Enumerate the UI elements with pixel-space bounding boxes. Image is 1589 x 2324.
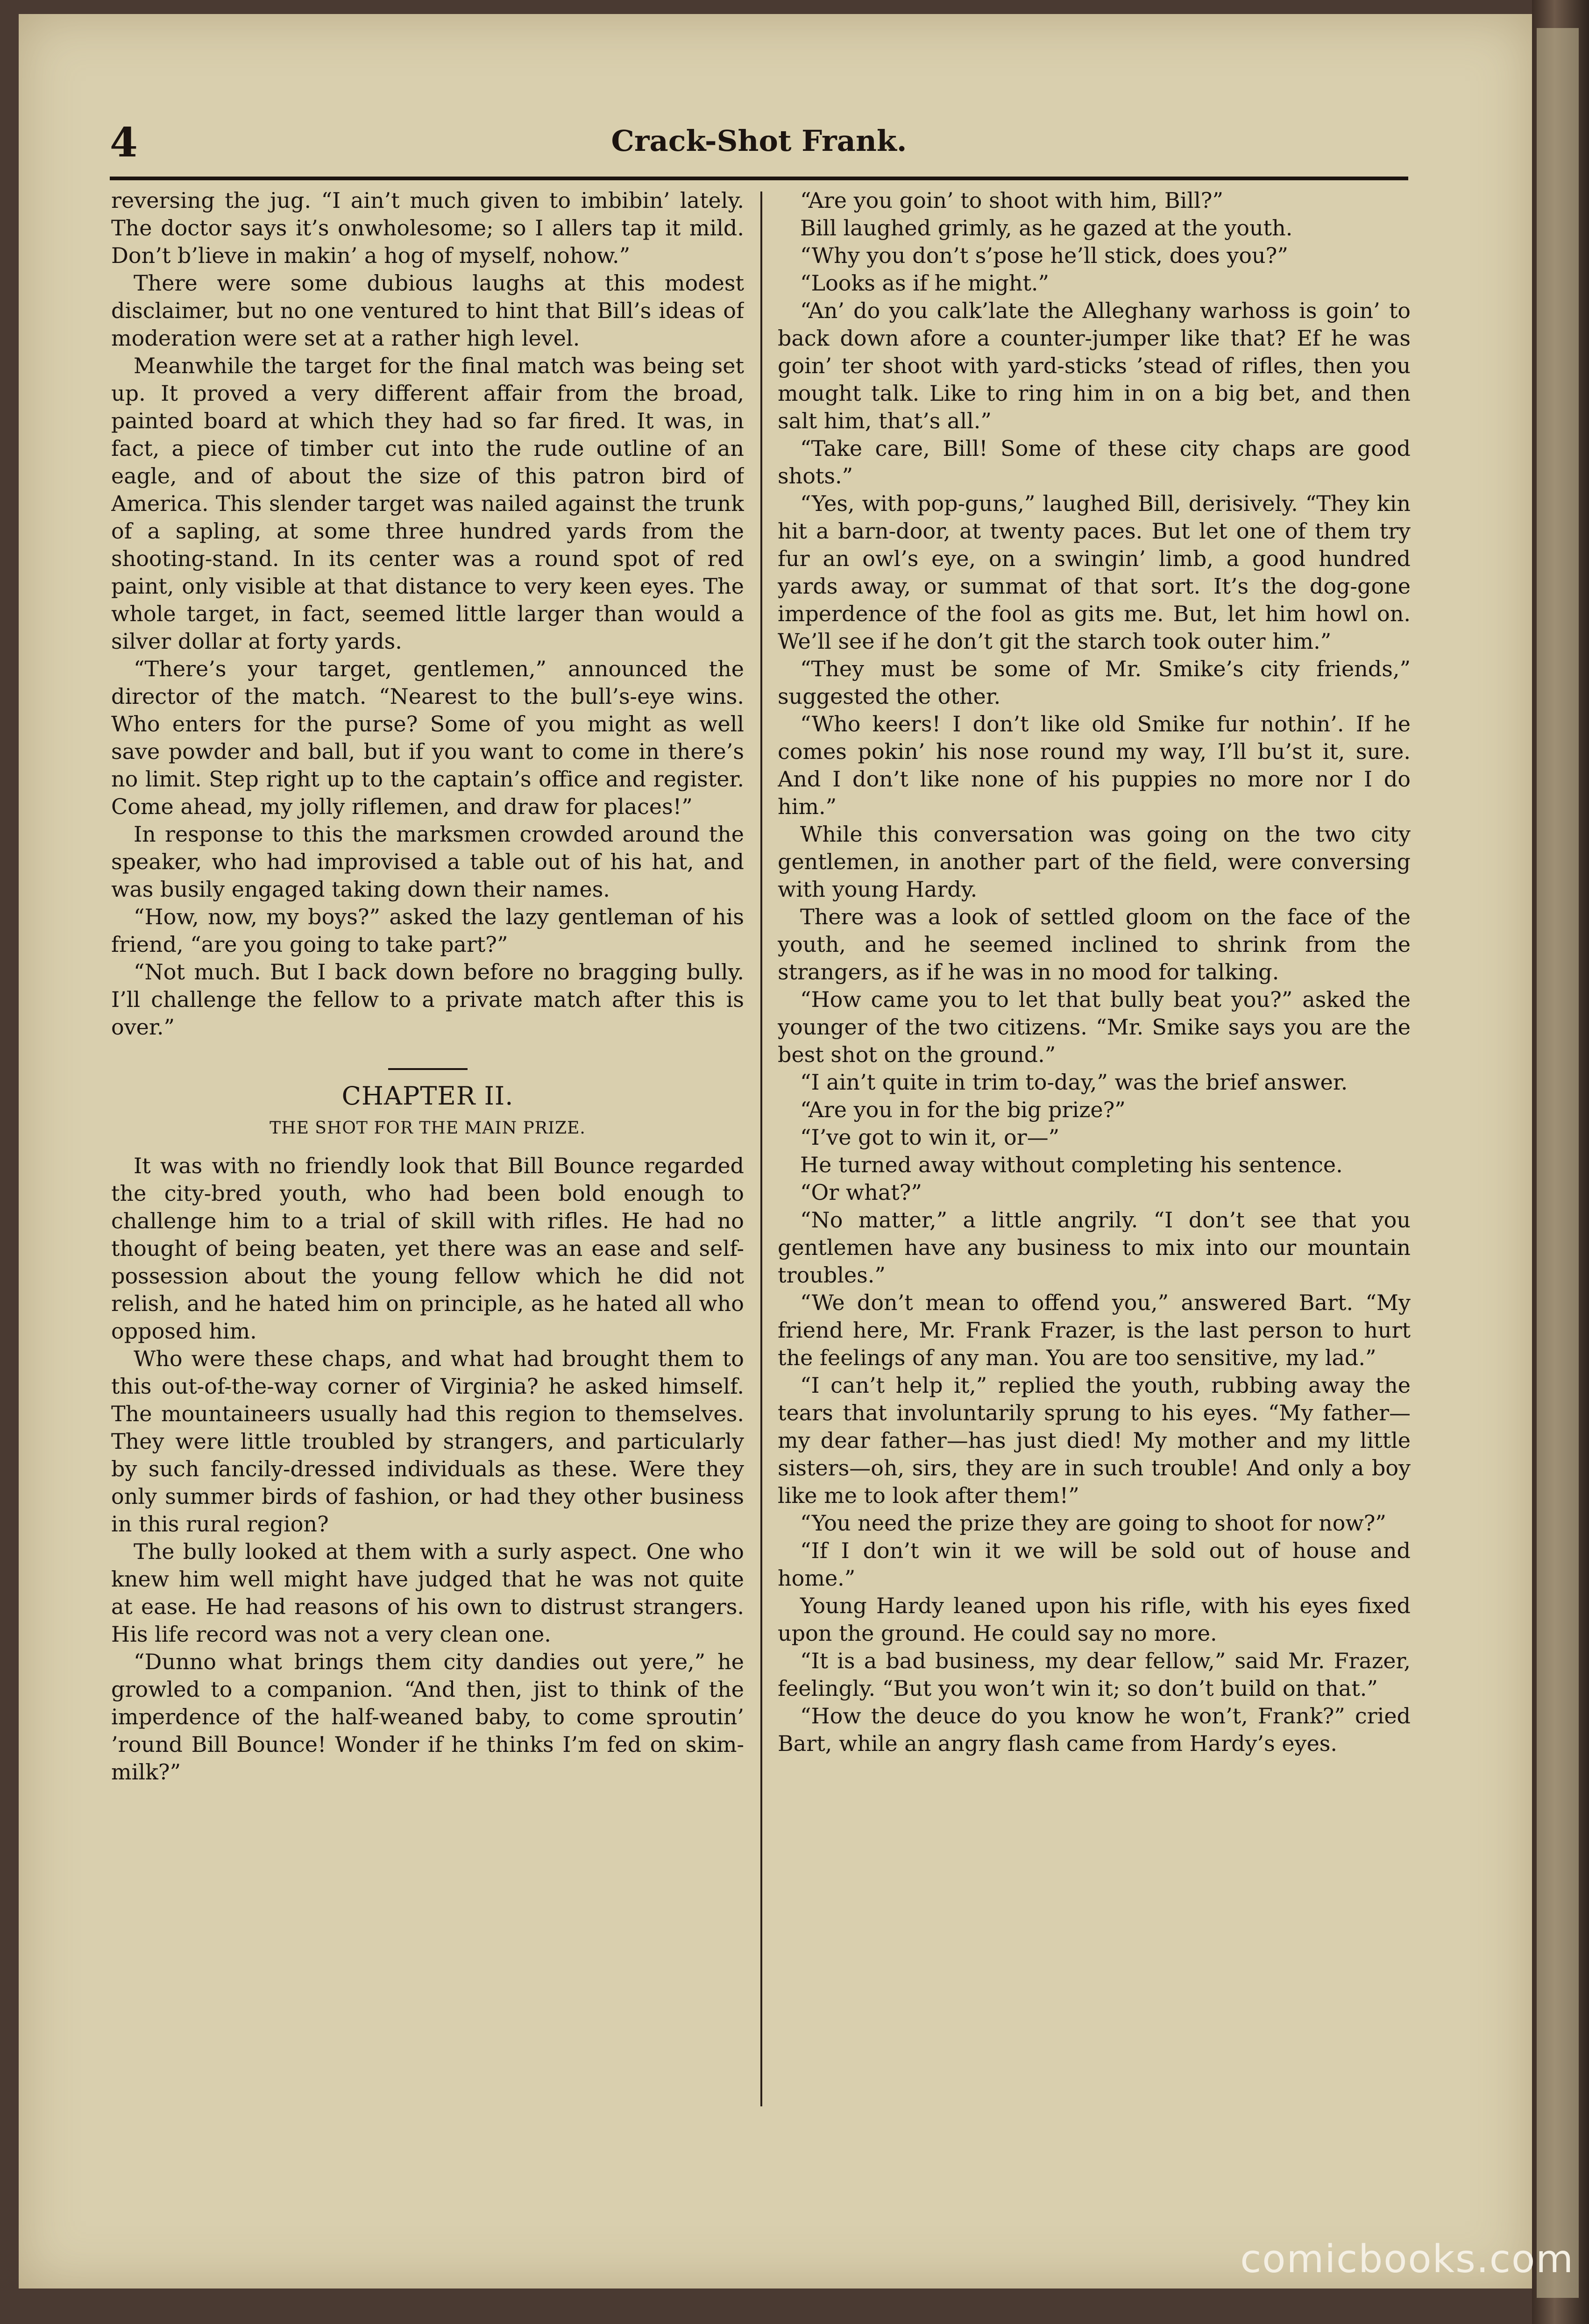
paragraph: “Not much. But I back down before no bragging bully. I’ll challenge the fellow to a private match after this is over.”: [111, 959, 744, 1040]
paragraph: “There’s your target, gentlemen,” announced the director of the match. “Nearest to the bull’s-eye wins. Who enters for the purse? Some of you might as well save powder and ball, but if you want to come in there’s no limit. Step right up to the captain’s office and register. Come ahead, my jolly riflemen, and draw for places!”: [111, 656, 744, 819]
paragraph: It was with no friendly look that Bill Bounce regarded the city-bred youth, who had been bold enough to challenge him to a trial of skill with rifles. He had no thought of being beaten, yet there was an ease and self-possession about the young fellow which he did not relish, and he hated him on principle, as he hated all who opposed him.: [111, 1153, 744, 1344]
left-column: [111, 187, 744, 2251]
paragraph: “How came you to let that bully beat you?” asked the younger of the two citizens. “Mr. Smike says you are the best shot on the ground.”: [778, 987, 1411, 1067]
paragraph: “Dunno what brings them city dandies out yere,” he growled to a companion. “And then, jist to think of the imperdence of the half-weaned baby, to come sproutin’ ’round Bill Bounce! Wonder if he thinks I’m fed on skim-milk?”: [111, 1649, 744, 1785]
paragraph: “Or what?”: [800, 1180, 922, 1205]
paragraph: “I’ve got to win it, or—”: [800, 1125, 1060, 1150]
paragraph: There was a look of settled gloom on the face of the youth, and he seemed inclined to shrink from the strangers, as if he was in no mood for talking.: [778, 904, 1411, 985]
page-header: [110, 119, 1408, 180]
chapter-rule: [388, 1068, 468, 1070]
paragraph: “I can’t help it,” replied the youth, rubbing away the tears that involuntarily sprung to his eyes. “My father—my dear father—has just died! My mother and my little sisters—oh, sirs, they are in such trouble! And only a boy like me to look after them!”: [778, 1373, 1411, 1508]
paragraph: “If I don’t win it we will be sold out of house and home.”: [778, 1538, 1411, 1591]
paragraph: Bill laughed grimly, as he gazed at the youth.: [800, 215, 1293, 241]
paragraph: There were some dubious laughs at this modest disclaimer, but no one ventured to hint that Bill’s ideas of moderation were set at a rather high level.: [111, 270, 744, 351]
paragraph: “How the deuce do you know he won’t, Frank?” cried Bart, while an angry flash came from Hardy’s eyes.: [778, 1703, 1411, 1756]
paragraph: “You need the prize they are going to shoot for now?”: [800, 1510, 1386, 1536]
paragraph: “Who keers! I don’t like old Smike fur nothin’. If he comes pokin’ his nose round my way, I’ll bu’st it, sure. And I don’t like none of his puppies no more nor I do him.”: [778, 711, 1411, 819]
paragraph: “Yes, with pop-guns,” laughed Bill, derisively. “They kin hit a barn-door, at twenty paces. But let one of them try fur an owl’s eye, on a swingin’ limb, a good hundred yards away, or summat of that sort. It’s the dog-gone imperdence of the fool as gits me. But, let him howl on. We’ll see if he don’t git the starch took outer him.”: [778, 491, 1411, 654]
paragraph: “It is a bad business, my dear fellow,” said Mr. Frazer, feelingly. “But you won’t win it; so don’t build on that.”: [778, 1648, 1411, 1701]
running-title: Crack-Shot Frank.: [611, 124, 907, 158]
page-edge: [1537, 28, 1579, 2298]
paragraph: “Why you don’t s’pose he’ll stick, does you?”: [800, 243, 1288, 268]
header-rule: [110, 177, 1408, 180]
page-number: 4: [110, 119, 138, 166]
right-column: [778, 187, 1411, 2251]
chapter-subtitle: THE SHOT FOR THE MAIN PRIZE.: [270, 1119, 586, 1138]
paragraph: “We don’t mean to offend you,” answered Bart. “My friend here, Mr. Frank Frazer, is the last person to hurt the feelings of any man. You are too sensitive, my lad.”: [778, 1290, 1411, 1370]
watermark: comicbooks.com: [1240, 2237, 1574, 2281]
paragraph: Young Hardy leaned upon his rifle, with his eyes fixed upon the ground. He could say no more.: [778, 1593, 1411, 1646]
chapter-title: CHAPTER II.: [341, 1081, 514, 1111]
paragraph: “Are you in for the big prize?”: [800, 1097, 1126, 1122]
paragraph: “No matter,” a little angrily. “I don’t see that you gentlemen have any business to mix into our mountain troubles.”: [778, 1207, 1411, 1288]
paragraph: “They must be some of Mr. Smike’s city friends,” suggested the other.: [778, 656, 1411, 709]
paragraph: “Looks as if he might.”: [800, 270, 1050, 296]
paragraph: “How, now, my boys?” asked the lazy gentleman of his friend, “are you going to take part?”: [111, 904, 744, 957]
paragraph: “Take care, Bill! Some of these city chaps are good shots.”: [778, 436, 1411, 489]
paragraph: Who were these chaps, and what had brought them to this out-of-the-way corner of Virginia? he asked himself. The mountaineers usually had this region to themselves. They were little troubled by strangers, and particularly by such fancily-dressed individuals as these. Were they only summer birds of fashion, or had they other business in this rural region?: [111, 1346, 744, 1537]
paragraph: The bully looked at them with a surly aspect. One who knew him well might have judged that he was not quite at ease. He had reasons of his own to distrust strangers. His life record was not a very clean one.: [111, 1539, 744, 1647]
paragraph: “Are you goin’ to shoot with him, Bill?”: [800, 188, 1223, 213]
paragraph: Meanwhile the target for the final match was being set up. It proved a very different affair from the broad, painted board at which they had so far fired. It was, in fact, a piece of timber cut into the rude outline of an eagle, and of about the size of this patron bird of America. This slender target was nailed against the trunk of a sapling, at some three hundred yards from the shooting-stand. In its center was a round spot of red paint, only visible at that distance to very keen eyes. The whole target, in fact, seemed little larger than would a silver dollar at forty yards.: [111, 353, 744, 654]
paragraph: reversing the jug. “I ain’t much given to imbibin’ lately. The doctor says it’s onwholesome; so I allers tap it mild. Don’t b’lieve in makin’ a hog of myself, nohow.”: [111, 188, 744, 268]
paragraph: In response to this the marksmen crowded around the speaker, who had improvised a table out of his hat, and was busily engaged taking down their names.: [111, 822, 744, 902]
column-divider: [760, 191, 762, 2106]
paragraph: “I ain’t quite in trim to-day,” was the brief answer.: [800, 1070, 1348, 1095]
paragraph: “An’ do you calk’late the Alleghany warhoss is goin’ to back down afore a counter-jumper like that? Ef he was goin’ ter shoot with yard-sticks ’stead of rifles, then you mought talk. Like to ring him in on a big bet, and then salt him, that’s all.”: [778, 298, 1411, 433]
paragraph: He turned away without completing his sentence.: [800, 1152, 1343, 1177]
paragraph: While this conversation was going on the two city gentlemen, in another part of the field, were conversing with young Hardy.: [778, 822, 1411, 902]
